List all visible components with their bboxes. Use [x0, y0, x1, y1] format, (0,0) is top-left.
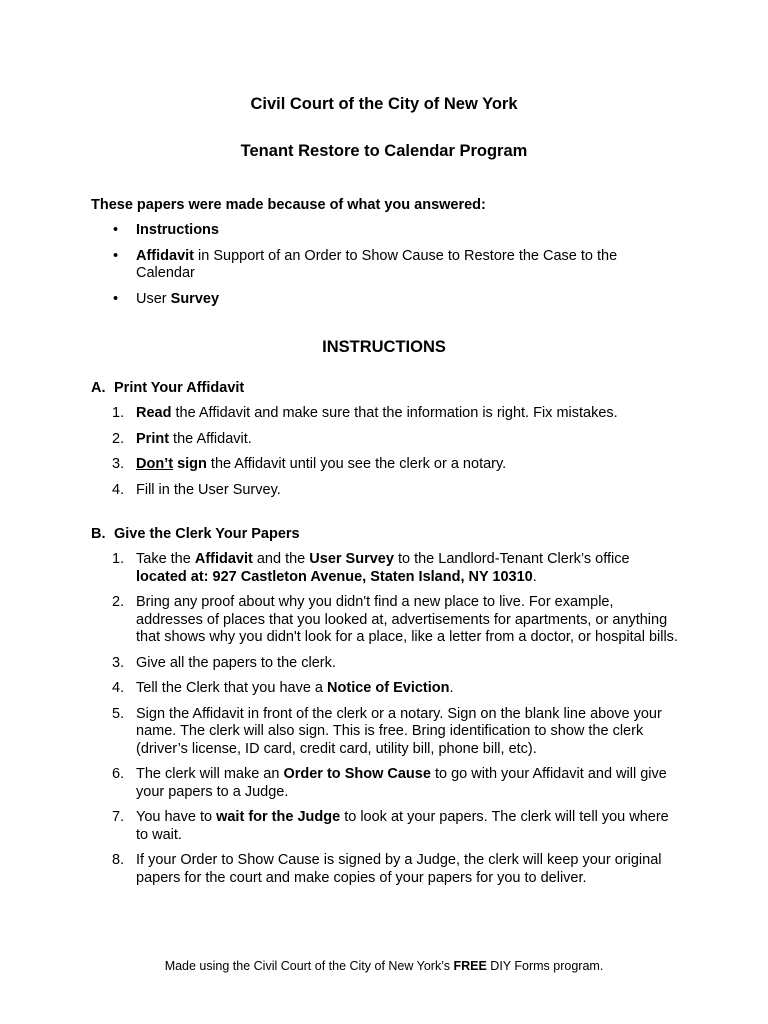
section-b-steps [91, 551, 681, 895]
step-number: 3. [112, 654, 125, 671]
step-text: The clerk will make an [136, 766, 284, 782]
list-item [91, 594, 681, 647]
step-number: 4. [112, 680, 125, 696]
footer-text: DIY Forms program. [486, 959, 604, 973]
footer-emphasis: FREE [453, 959, 487, 973]
step-number: 8. [112, 852, 125, 868]
list-item [91, 482, 681, 500]
section-a-heading [91, 380, 244, 396]
clerk-address: located at: 927 Castleton Avenue, Staten Island, NY 10310 [136, 568, 533, 585]
list-item [91, 766, 681, 801]
step-text: the Affidavit. [169, 430, 252, 447]
step-text: to go with your Affidavit and will give your papers to a Judge. [136, 766, 667, 800]
step-text: Tell the Clerk that you have a [136, 680, 328, 696]
step-number: 2. [112, 430, 125, 447]
step-number: 5. [112, 705, 125, 722]
footer-note [0, 959, 768, 973]
step-text: Take the [136, 551, 195, 567]
step-text: the Affidavit and make sure that the information is right. Fix mistakes. [171, 405, 618, 421]
list-item [91, 456, 681, 474]
step-keyword: sign [173, 456, 207, 472]
step-number: 6. [112, 766, 125, 782]
step-keyword: wait for the Judge [216, 809, 341, 825]
step-number: 2. [112, 594, 125, 610]
step-text: . [449, 680, 454, 696]
step-text: Sign the Affidavit in front of the clerk or a notary. Sign on the blank line above your name. The clerk will also sign. This is free. Bring identification to show the clerk (driver’s license, ID card, credit card, utility bill, phone bill, etc). [136, 705, 662, 757]
section-b-heading [91, 526, 300, 542]
list-item [91, 248, 671, 282]
step-keyword: User Survey [309, 551, 394, 567]
section-title: Print Your Affidavit [114, 380, 245, 396]
step-text: to the Landlord-Tenant Clerk’s office [393, 551, 630, 567]
bullet-icon: • [113, 222, 119, 238]
footer-text: Made using the Civil Court of the City of New York’s [164, 959, 454, 973]
step-number: 1. [112, 551, 125, 567]
paper-name: Survey [170, 291, 220, 307]
step-text: the Affidavit until you see the clerk or a notary. [206, 456, 507, 472]
section-letter: B. [91, 526, 106, 542]
list-item [91, 706, 681, 759]
step-keyword: Read [136, 405, 172, 421]
list-item [91, 655, 681, 673]
step-text: You have to [136, 809, 217, 825]
intro-text: These papers were made because of what you answered: [91, 197, 486, 213]
step-text: If your Order to Show Cause is signed by a Judge, the clerk will keep your original papers for the court and make copies of your papers for you to deliver. [136, 852, 662, 886]
papers-list [91, 222, 671, 317]
step-number: 1. [112, 405, 125, 421]
step-keyword: Affidavit [194, 551, 253, 567]
program-title: Tenant Restore to Calendar Program [240, 142, 528, 160]
list-item [91, 852, 681, 887]
paper-prefix: User [136, 291, 171, 307]
bullet-icon: • [113, 248, 119, 264]
step-text: . [532, 568, 537, 585]
list-item [91, 431, 681, 449]
step-text: to look at your papers. The clerk will tell you where to wait. [136, 809, 669, 843]
step-keyword: Print [136, 430, 170, 447]
section-a-steps [91, 405, 681, 507]
step-text: Bring any proof about why you didn't find a new place to live. For example, addresses of places that you looked at, advertisements for apartments, or anything that shows why you didn't look for a place, like a letter from a doctor, or hospital bills. [136, 594, 678, 645]
section-title: Give the Clerk Your Papers [114, 526, 300, 542]
step-underlined: Don’t [136, 456, 174, 472]
list-item [91, 291, 671, 308]
step-number: 4. [112, 481, 125, 498]
instructions-heading: INSTRUCTIONS [322, 338, 446, 356]
section-letter: A. [91, 380, 106, 396]
paper-name: Instructions [136, 222, 219, 238]
list-item [91, 551, 681, 586]
list-item [91, 809, 681, 844]
step-keyword: Order to Show Cause [283, 766, 431, 782]
list-item [91, 222, 671, 239]
step-text: and the [252, 551, 310, 567]
bullet-icon: • [113, 291, 119, 307]
court-title: Civil Court of the City of New York [250, 95, 518, 113]
step-text: Give all the papers to the clerk. [136, 654, 336, 671]
paper-name: Affidavit [136, 248, 194, 264]
step-keyword: Notice of Eviction [327, 680, 450, 696]
paper-description: in Support of an Order to Show Cause to Restore the Case to the Calendar [136, 248, 618, 281]
step-number: 3. [112, 456, 125, 472]
step-number: 7. [112, 809, 125, 825]
list-item [91, 405, 681, 423]
list-item [91, 680, 681, 698]
step-text: Fill in the User Survey. [136, 481, 281, 498]
